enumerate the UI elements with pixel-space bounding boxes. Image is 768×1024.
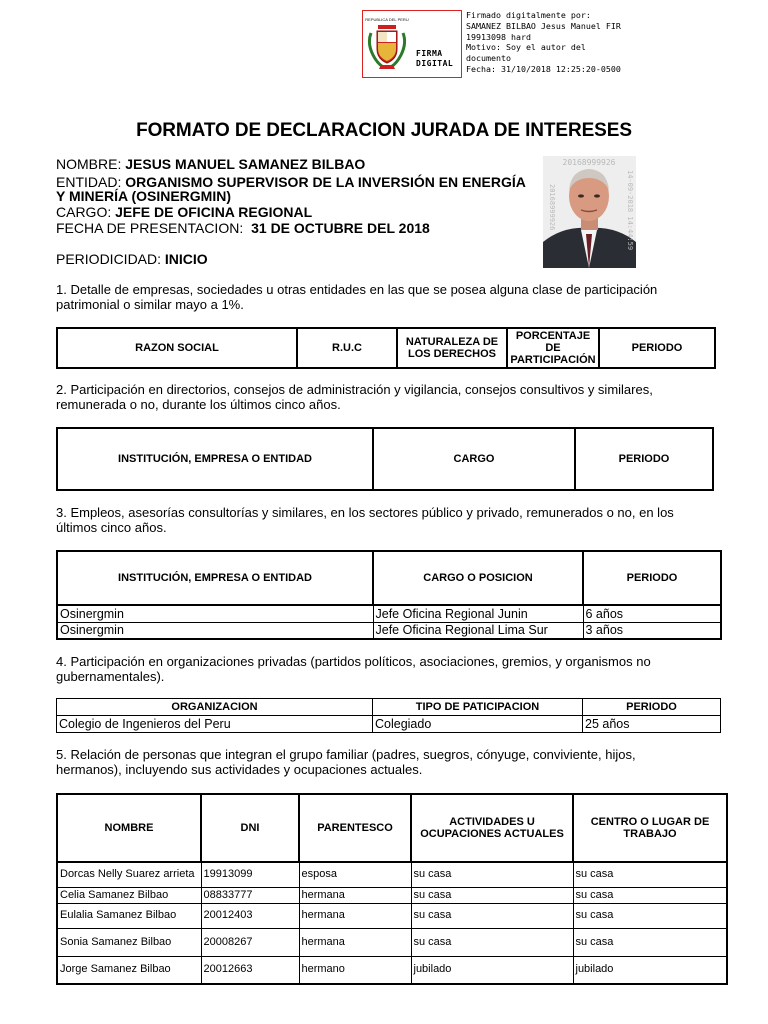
signature-info [466, 10, 666, 75]
table-cell: hermano [299, 956, 411, 984]
table-row [57, 605, 721, 622]
table-cell: Jorge Samanez Bilbao [57, 956, 201, 984]
table-cell: su casa [573, 903, 727, 928]
table-cell: jubilado [573, 956, 727, 984]
table-cell: Celia Samanez Bilbao [57, 887, 201, 903]
table-cell: Eulalia Samanez Bilbao [57, 903, 201, 928]
table-cell: 3 años [583, 622, 721, 639]
section4-description: 4. Participación en organizaciones privadas (partidos políticos, asociaciones, gremios, y organismos no gubernamentales). [56, 654, 651, 684]
section2-description: 2. Participación en directorios, consejos de administración y vigilancia, consejos consultivos y similares, remunerada o no, durante los últimos cinco años. [56, 382, 653, 412]
table-cell: su casa [573, 887, 727, 903]
photo-watermark-right: 14-09-2018 14:44:59 [626, 170, 634, 251]
signature-line: Firmado digitalmente por: [466, 10, 591, 20]
section3-table [56, 550, 722, 640]
section4-table [56, 698, 721, 733]
periodicidad-value: INICIO [164, 251, 208, 267]
table-row [57, 903, 727, 928]
fecha-field [56, 221, 430, 236]
column-header: INSTITUCIÓN, EMPRESA O ENTIDAD [57, 551, 373, 605]
column-header: R.U.C [297, 328, 397, 368]
column-header: PERIODO [583, 551, 721, 605]
column-header: CENTRO O LUGAR DE TRABAJO [573, 794, 727, 862]
table-cell: hermana [299, 887, 411, 903]
table-cell: 08833777 [201, 887, 299, 903]
table-row [57, 862, 727, 887]
table-header-row [57, 551, 721, 605]
seal-top-text: REPUBLICA DEL PERU [365, 17, 409, 22]
peru-coat-of-arms-icon [365, 13, 421, 75]
entidad-value-line2: Y MINERÍA (OSINERGMIN) [56, 188, 232, 204]
table-row [57, 956, 727, 984]
fecha-value: 31 DE OCTUBRE DEL 2018 [251, 220, 430, 236]
column-header: NOMBRE [57, 794, 201, 862]
column-header: PORCENTAJE DE PARTICIPACIÓN [507, 328, 599, 368]
signature-line: Fecha: 31/10/2018 12:25:20-0500 [466, 63, 621, 74]
signature-line: Motivo: Soy el autor del [466, 42, 586, 53]
person-photo [543, 156, 636, 268]
section1-description: 1. Detalle de empresas, sociedades u otras entidades en las que se posea alguna clase de participación patrimonial o similar mayo a 1%. [56, 282, 658, 312]
cargo-value: JEFE DE OFICINA REGIONAL [115, 204, 313, 220]
cargo-field [56, 205, 312, 220]
section5-table [56, 793, 728, 985]
table-cell: su casa [411, 903, 573, 928]
table-row [57, 622, 721, 639]
table-cell: Osinergmin [57, 605, 373, 622]
entidad-label: ENTIDAD: [56, 174, 122, 190]
fecha-label: FECHA DE PRESENTACION: [56, 220, 244, 236]
periodicidad-field [56, 252, 208, 267]
nombre-field [56, 157, 365, 172]
table-cell: Dorcas Nelly Suarez arrieta [57, 862, 201, 887]
table-cell: Osinergmin [57, 622, 373, 639]
column-header: RAZON SOCIAL [57, 328, 297, 368]
portrait-image [543, 156, 636, 268]
column-header: PERIODO [575, 428, 713, 490]
table-header-row [57, 328, 715, 368]
entidad-value: ORGANISMO SUPERVISOR DE LA INVERSIÓN EN ENERGÍA [125, 174, 526, 190]
table-header-row [57, 699, 721, 716]
section5-description: 5. Relación de personas que integran el grupo familiar (padres, suegros, cónyuge, conviviente, hijos, hermanos), incluyendo sus actividades y ocupaciones actuales. [56, 747, 636, 777]
nombre-value: JESUS MANUEL SAMANEZ BILBAO [125, 156, 366, 172]
column-header: PARENTESCO [299, 794, 411, 862]
table-cell: su casa [411, 928, 573, 956]
signature-line: 19913098 hard [466, 31, 531, 42]
column-header: INSTITUCIÓN, EMPRESA O ENTIDAD [57, 428, 373, 490]
photo-watermark-left: 20168999926 [548, 184, 556, 231]
table-cell: jubilado [411, 956, 573, 984]
table-cell: Jefe Oficina Regional Lima Sur [373, 622, 583, 639]
table-cell: 20008267 [201, 928, 299, 956]
table-cell: Colegio de Ingenieros del Peru [57, 716, 373, 733]
cargo-label: CARGO: [56, 204, 112, 220]
table-row [57, 887, 727, 903]
digital-signature-stamp [362, 10, 462, 78]
table-cell: hermana [299, 903, 411, 928]
firma-digital-label: FIRMA DIGITAL [416, 49, 454, 68]
photo-watermark-top: 20168999926 [562, 158, 616, 167]
table-header-row [57, 428, 713, 490]
table-cell: su casa [411, 862, 573, 887]
table-cell: su casa [573, 928, 727, 956]
column-header: TIPO DE PATICIPACION [373, 699, 583, 716]
column-header: NATURALEZA DE LOS DERECHOS [397, 328, 507, 368]
column-header: PERIODO [583, 699, 721, 716]
section3-description: 3. Empleos, asesorías consultorías y similares, en los sectores público y privado, remunerados o no, en los últimos cinco años. [56, 505, 674, 535]
section1-table [56, 327, 716, 369]
table-cell: su casa [411, 887, 573, 903]
table-cell: 20012403 [201, 903, 299, 928]
column-header: ORGANIZACION [57, 699, 373, 716]
table-cell: esposa [299, 862, 411, 887]
page-title: FORMATO DE DECLARACION JURADA DE INTERESES [136, 120, 632, 141]
section2-table [56, 427, 714, 491]
table-cell: 20012663 [201, 956, 299, 984]
table-cell: hermana [299, 928, 411, 956]
table-cell: 19913099 [201, 862, 299, 887]
table-row [57, 928, 727, 956]
column-header: ACTIVIDADES U OCUPACIONES ACTUALES [411, 794, 573, 862]
signature-line: documento [466, 53, 511, 64]
table-header-row [57, 794, 727, 862]
nombre-label: NOMBRE: [56, 156, 122, 172]
column-header: CARGO [373, 428, 575, 490]
column-header: DNI [201, 794, 299, 862]
table-cell: su casa [573, 862, 727, 887]
entidad-field-line2 [56, 189, 231, 204]
signature-line: SAMANEZ BILBAO Jesus Manuel FIR [466, 20, 621, 31]
table-cell: 6 años [583, 605, 721, 622]
column-header: CARGO O POSICION [373, 551, 583, 605]
table-cell: Sonia Samanez Bilbao [57, 928, 201, 956]
periodicidad-label: PERIODICIDAD: [56, 251, 162, 267]
table-cell: 25 años [583, 716, 721, 733]
table-cell: Colegiado [373, 716, 583, 733]
table-cell: Jefe Oficina Regional Junin [373, 605, 583, 622]
table-row [57, 716, 721, 733]
column-header: PERIODO [599, 328, 715, 368]
